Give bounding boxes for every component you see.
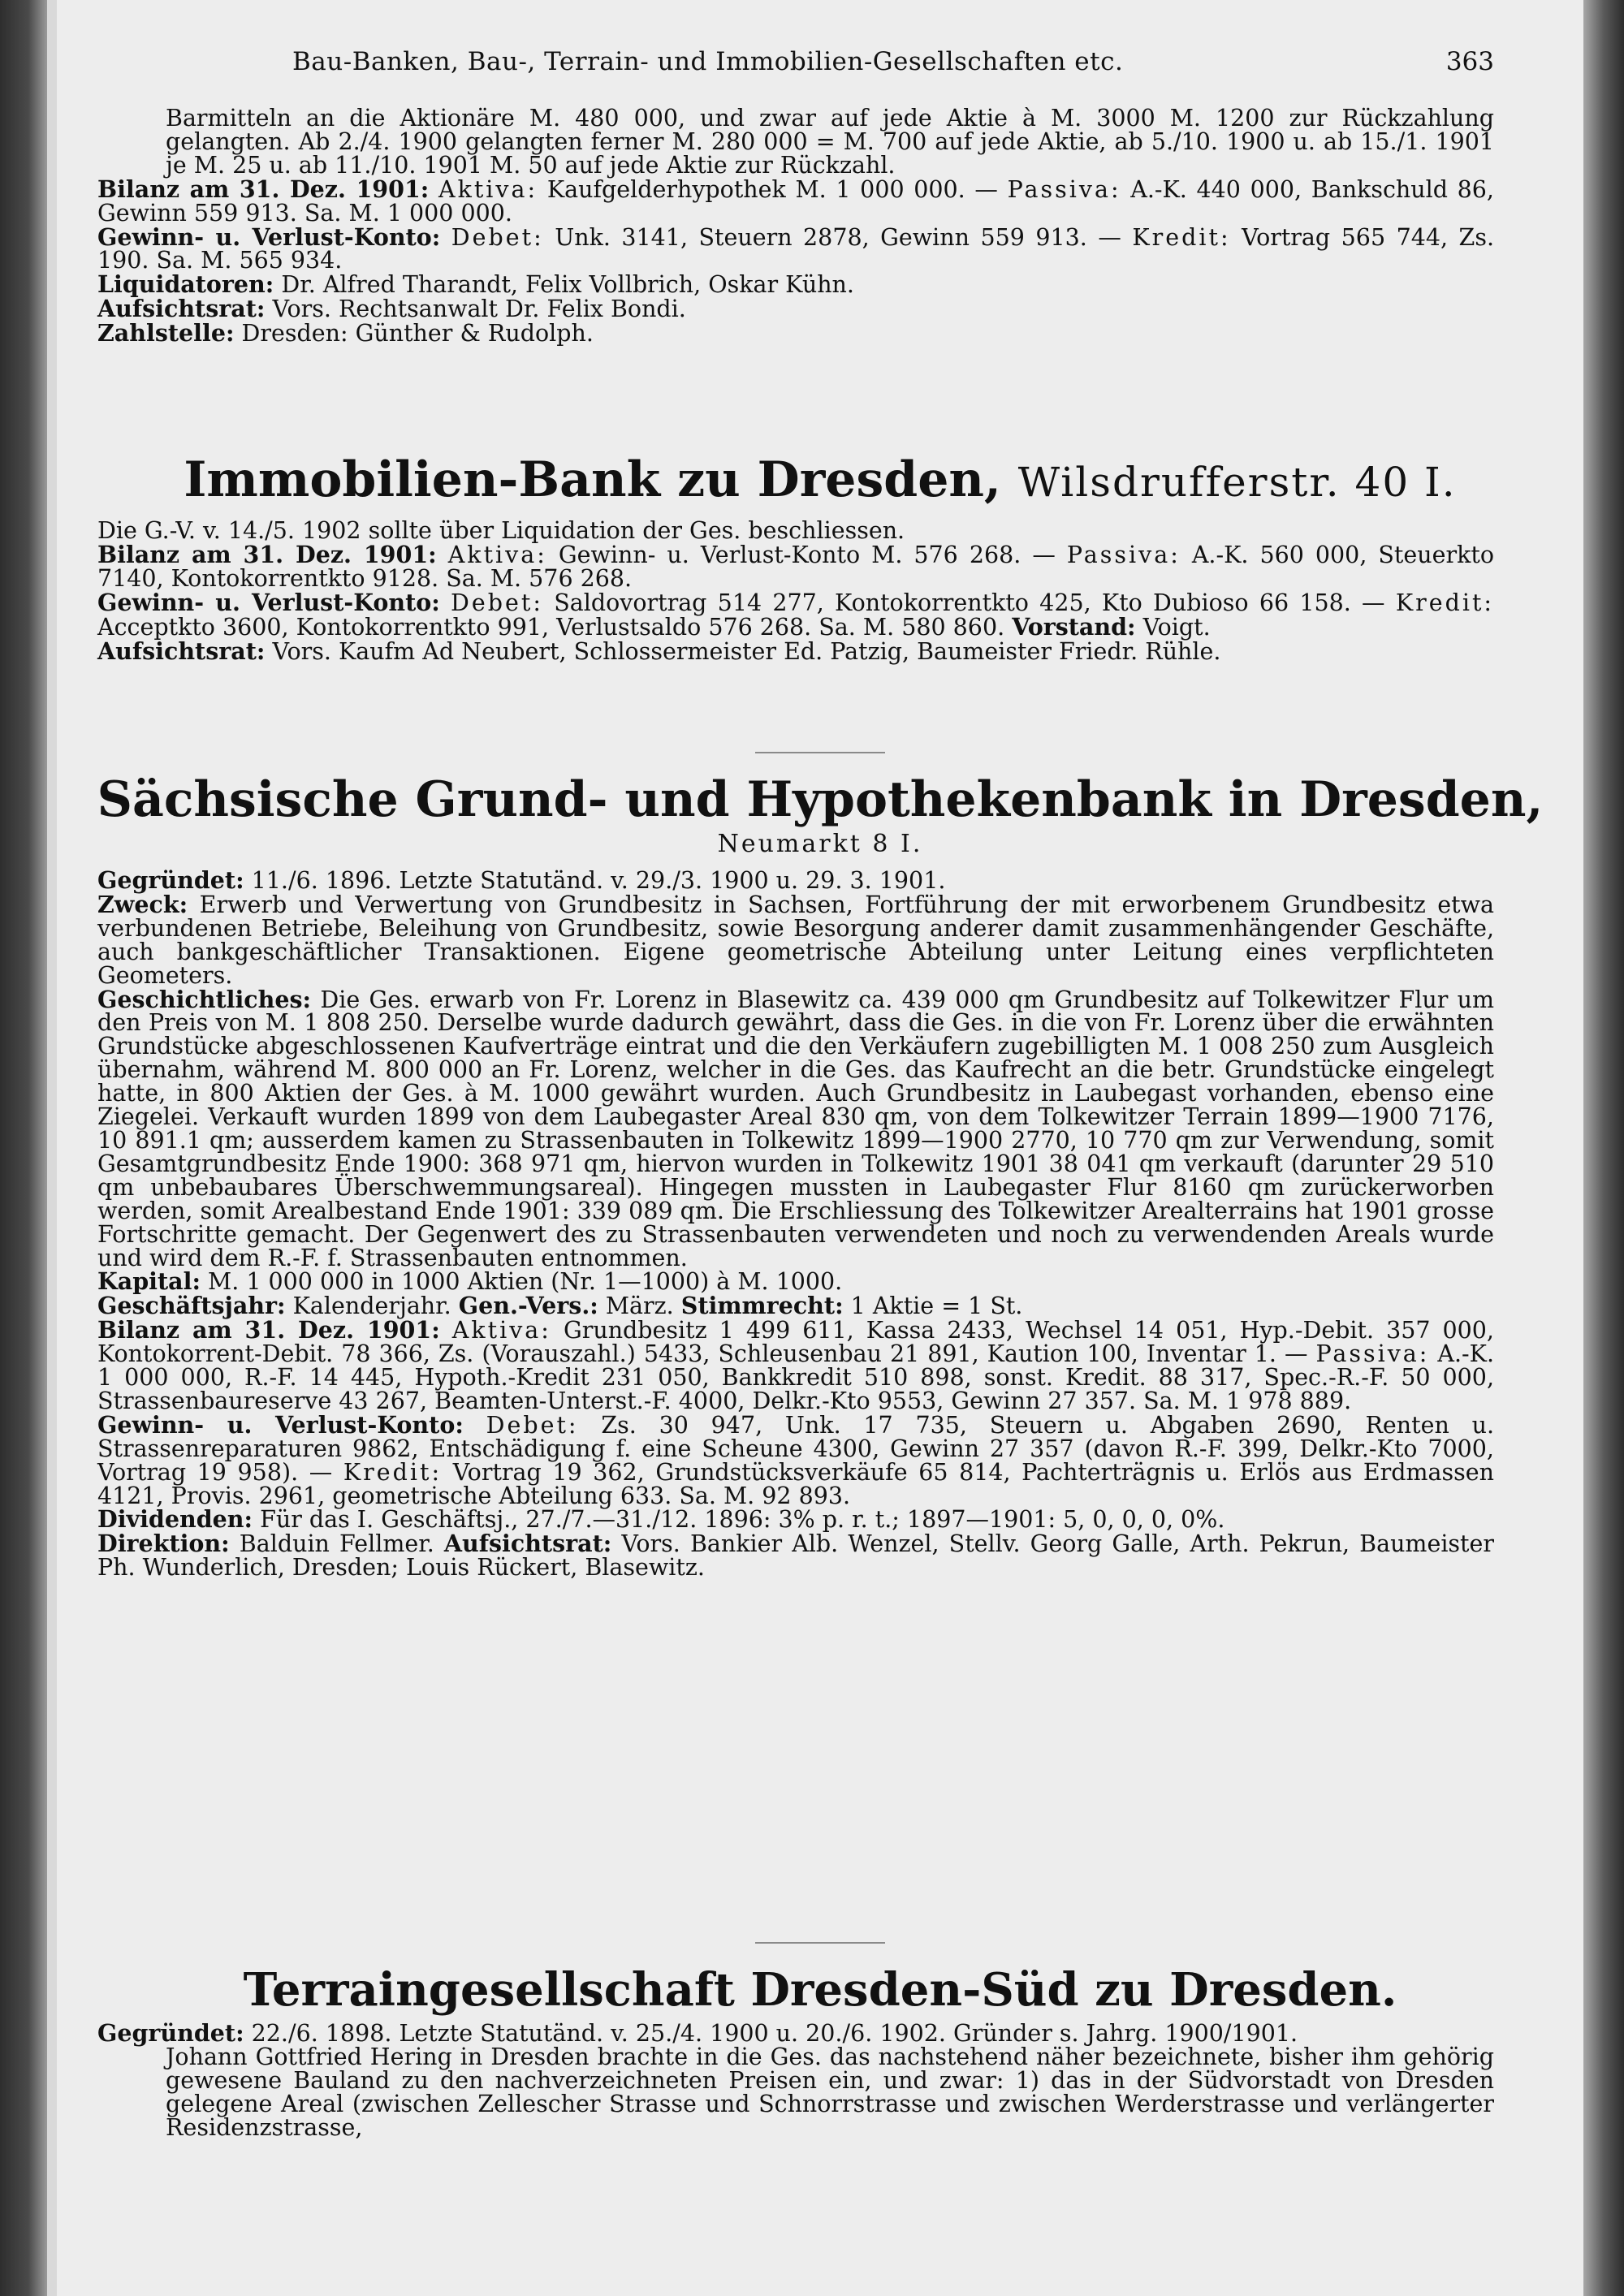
- bilanz-passiva-text: A.-K. 440 000, Bankschuld 86, Gewinn 559 913. Sa. M. 1 000 000.: [97, 175, 1494, 227]
- gv-label: Gewinn- u. Verlust-Konto:: [97, 1410, 464, 1439]
- running-title: Bau-Banken, Bau-, Terrain- und Immobilien-Gesellschaften etc.: [292, 47, 1124, 76]
- dividenden-label: Dividenden:: [97, 1505, 253, 1534]
- dividenden-text: Für das I. Geschäftsj., 27./7.—31./12. 1896: 3% p. r. t.; 1897—1901: 5, 0, 0, 0, 0%.: [260, 1506, 1225, 1534]
- kredit-label: Kredit:: [1395, 589, 1495, 616]
- bilanz-label: Bilanz am 31. Dez. 1901:: [97, 175, 430, 203]
- bilanz-label: Bilanz am 31. Dez. 1901:: [97, 540, 437, 568]
- bilanz-label: Bilanz am 31. Dez. 1901:: [97, 1316, 440, 1344]
- geschichtliches-text: Die Ges. erwarb von Fr. Lorenz in Blasewitz ca. 439 000 qm Grundbesitz auf Tolkewitzer Flur um den Preis von M. 1 808 250. Derselbe wurde dadurch gewährt, dass die Ges. in die von Fr. Lorenz über die erwähnten Grundstücke abgeschlossenen Kaufverträge eintrat und die den Verkäufern zugebilligten M. 1 008 250 zum Ausgleich übernahm, während M. 800 000 an Fr. Lorenz, welcher in die Ges. das Kaufrecht an die betr. Grundstücke eingelegt hatte, in 800 Aktien der Ges. à M. 1000 gewährt wurden. Auch Grundbesitz in Laubegast vorhanden, ebenso eine Ziegelei. Verkauft wurden 1899 von dem Laubegaster Areal 830 qm, von dem Tolkewitzer Terrain 1899—1900 7176, 10 891.1 qm; ausserdem kamen zu Strassenbauten in Tolkewitz 1899—1900 2770, 10 770 qm zur Verwendung, somit Gesamtgrundbesitz Ende 1900: 368 971 qm, hiervon wurden in Tolkewitz 1901 38 041 qm verkauft (darunter 29 510 qm unbebaubares Überschwemmungsareal). Hingegen mussten in Laubegaster Flur 8160 qm zurückerworben werden, somit Arealbestand Ende 1901: 339 089 qm. Die Erschliessung des Tolkewitzer Arealterrains hat 1901 grosse Fortschritte gemacht. Der Gegenwert des zu Strassenbauten verwendeten und noch zu verwendenden Areals wurde und wird dem R.-F. f. Strassenbauten entnommen.: [97, 986, 1495, 1271]
- book-page: [57, 0, 1583, 2296]
- zahlstelle-text: Dresden: Günther & Rudolph.: [241, 320, 594, 347]
- company-entry-hypothekenbank: [97, 866, 1495, 1582]
- passiva-label: Passiva:: [1066, 541, 1181, 568]
- debet-label: Debet:: [486, 1411, 579, 1439]
- gegruendet-label: Gegründet:: [97, 866, 244, 894]
- aktiva-label: Aktiva:: [438, 175, 538, 203]
- passiva-label: Passiva:: [1315, 1340, 1430, 1368]
- gegruendet-label: Gegründet:: [97, 2019, 244, 2047]
- stimmrecht-label: Stimmrecht:: [680, 1292, 844, 1320]
- previous-entry-continuation: [97, 107, 1494, 346]
- aktiva-label: Aktiva:: [447, 541, 547, 568]
- zahlstelle-label: Zahlstelle:: [97, 319, 235, 347]
- liquidatoren-entry: [97, 270, 1494, 299]
- page-number: 363: [1445, 47, 1494, 76]
- section-divider: [755, 1942, 885, 1944]
- aufsichtsrat-text: Vors. Rechtsanwalt Dr. Felix Bondi.: [272, 296, 686, 323]
- geschaeftsjahr-label: Geschäftsjahr:: [97, 1292, 286, 1320]
- paragraph: Barmitteln an die Aktionäre M. 480 000, und zwar auf jede Aktie à M. 3000 M. 1200 zur Rückzahlung gelangten. Ab 2./4. 1900 gelangten ferner M. 280 000 = M. 700 auf jede Aktie, ab 5./10. 1900 u. ab 15./1. 1901 je M. 25 u. ab 11./10. 1901 M. 50 auf jede Aktie zur Rückzahl.: [166, 105, 1494, 179]
- company-entry-terraingesellschaft: [97, 2019, 1494, 2141]
- company-heading: Terraingesellschaft Dresden-Süd zu Dresden.: [243, 1963, 1397, 2017]
- gv-label: Gewinn- u. Verlust-Konto:: [97, 222, 441, 251]
- kapital-entry: [97, 1267, 1494, 1296]
- company-address: Wilsdrufferstr. 40 I.: [1017, 459, 1457, 506]
- bilanz-aktiva-text: Grundbesitz 1 499 611, Kassa 2433, Wechsel 14 051, Hyp.-Debit. 357 000, Kontokorrent-Debit. 78 366, Zs. (Vorauszahl.) 5433, Schleusenbau 21 891, Kaution 100, Inventar 1. —: [97, 1317, 1494, 1368]
- bilanz-aktiva-text: Gewinn- u. Verlust-Konto M. 576 268. —: [558, 541, 1056, 568]
- geschaeftsjahr-entry: [97, 1294, 1494, 1318]
- aufsichtsrat-text: Vors. Bankier Alb. Wenzel, Stellv. Georg Galle, Arth. Pekrun, Baumeister Ph. Wunderlich, Dresden; Louis Rückert, Blasewitz.: [97, 1530, 1494, 1582]
- section-divider: [755, 752, 885, 753]
- direktion-entry: [97, 1532, 1494, 1580]
- gegruendet-entry: [97, 2019, 1494, 2047]
- gv-label: Gewinn- u. Verlust-Konto:: [97, 588, 440, 616]
- kapital-label: Kapital:: [97, 1267, 201, 1296]
- geschichtliches-label: Geschichtliches:: [97, 985, 312, 1013]
- gv-debet-text: Saldovortrag 514 277, Kontokorrentkto 425, Kto Dubioso 66 158. —: [554, 589, 1385, 616]
- debet-label: Debet:: [451, 223, 544, 251]
- aufsichtsrat-text: Vors. Kaufm Ad Neubert, Schlossermeister Ed. Patzig, Baumeister Friedr. Rühle.: [272, 637, 1221, 665]
- aufsichtsrat-label: Aufsichtsrat:: [443, 1530, 612, 1558]
- gegruendet-text: 22./6. 1898. Letzte Statutänd. v. 25./4. 1900 u. 20./6. 1902. Gründer s. Jahrg. 1900/1901.: [251, 2020, 1298, 2047]
- gv-debet-text: Zs. 30 947, Unk. 17 735, Steuern u. Abgaben 2690, Renten u. Strassenreparaturen 9862, Entschädigung f. eine Scheune 4300, Gewinn 27 357 (davon R.-F. 399, Delkr.-Kto 7000, Vortrag 19 958). —: [97, 1411, 1495, 1486]
- zweck-entry: [97, 890, 1495, 989]
- gv-note: Die G.-V. v. 14./5. 1902 sollte über Liquidation der Ges. beschliessen.: [97, 517, 905, 544]
- running-header: [57, 47, 1583, 83]
- company-heading: Sächsische Grund- und Hypothekenbank in Dresden,: [97, 771, 1544, 828]
- vorstand-text: Voigt.: [1142, 613, 1211, 641]
- zweck-label: Zweck:: [97, 890, 188, 918]
- bilanz-aktiva-text: Kaufgelderhypothek M. 1 000 000. —: [546, 175, 998, 203]
- gv-kredit-text: Vortrag 19 362, Grundstücksverkäufe 65 814, Pachterträgnis u. Erlös aus Erdmassen 4121, Provis. 2961, geometrische Abteilung 633. Sa. M. 92 893.: [97, 1458, 1495, 1509]
- aktiva-label: Aktiva:: [451, 1317, 551, 1344]
- gegruendet-text: 11./6. 1896. Letzte Statutänd. v. 29./3. 1900 u. 29. 3. 1901.: [251, 867, 946, 894]
- gewinn-verlust-entry: [97, 222, 1495, 274]
- geschaeftsjahr-text: Kalenderjahr.: [292, 1293, 451, 1320]
- genvers-label: Gen.-Vers.:: [458, 1292, 598, 1320]
- paragraph: Johann Gottfried Hering in Dresden brachte in die Ges. das nachstehend näher bezeichnete, bisher ihm gehörig gewesene Bauland zu den nachverzeichneten Preisen ein, und zwar: 1) das in der Südvorstadt von Dresden gelegene Areal (zwischen Zellescher Strasse und Schnorrstrasse und zwischen Werderstrasse und verlängerter Residenzstrasse,: [166, 2043, 1494, 2141]
- bilanz-entry: [97, 540, 1494, 592]
- right-page-edge: [1583, 0, 1624, 2296]
- aufsichtsrat-label: Aufsichtsrat:: [97, 637, 266, 665]
- liquidatoren-text: Dr. Alfred Tharandt, Felix Vollbrich, Oskar Kühn.: [281, 271, 854, 299]
- gewinn-verlust-entry: [97, 1410, 1495, 1509]
- zweck-text: Erwerb und Verwertung von Grundbesitz in Sachsen, Fortführung der mit erworbenem Grundbesitz etwa verbundenen Betriebe, Beleihung von Grundbesitz, sowie Besorgung anderer damit zusammenhängender Geschäfte, auch bankgeschäftlicher Transaktionen. Eigene geometrische Abteilung unter Leitung eines verpflichteten Geometers.: [97, 891, 1495, 989]
- stimmrecht-text: 1 Aktie = 1 St.: [850, 1293, 1023, 1320]
- dividenden-entry: [97, 1505, 1494, 1534]
- gv-debet-text: Unk. 3141, Steuern 2878, Gewinn 559 913. —: [555, 223, 1121, 251]
- kapital-text: M. 1 000 000 in 1000 Aktien (Nr. 1—1000) à M. 1000.: [208, 1268, 843, 1296]
- passiva-label: Passiva:: [1007, 175, 1121, 203]
- company-entry-immobilien-bank: [97, 517, 1495, 665]
- gewinn-verlust-entry: [97, 588, 1495, 641]
- company-name: Immobilien-Bank zu Dresden,: [184, 451, 1001, 508]
- left-binding-edge: [0, 0, 47, 2296]
- company-address: Neumarkt 8 I.: [717, 830, 923, 858]
- vorstand-label: Vorstand:: [1012, 612, 1136, 641]
- direktion-text: Balduin Fellmer.: [239, 1530, 434, 1558]
- liquidatoren-label: Liquidatoren:: [97, 270, 274, 299]
- aufsichtsrat-entry: [97, 297, 1494, 322]
- bilanz-passiva-text: A.-K. 1 000 000, R.-F. 14 445, Hypoth.-Kredit 231 050, Bankkredit 510 898, sonst. Kredit. 88 317, Spec.-R.-F. 50 000, Strassenbaureserve 43 267, Beamten-Unterst.-F. 4000, Delkr.-Kto 9553, Gewinn 27 357. Sa. M. 1 978 889.: [97, 1340, 1494, 1414]
- zahlstelle-entry: [97, 319, 1494, 347]
- aufsichtsrat-label: Aufsichtsrat:: [97, 295, 266, 323]
- kredit-label: Kredit:: [343, 1458, 443, 1486]
- bilanz-passiva-text: A.-K. 560 000, Steuerkto 7140, Kontokorrentkto 9128. Sa. M. 576 268.: [97, 541, 1494, 592]
- gv-kredit-text: Acceptkto 3600, Kontokorrentkto 991, Verlustsaldo 576 268. Sa. M. 580 860.: [97, 613, 1005, 641]
- bilanz-entry: [97, 175, 1494, 227]
- direktion-label: Direktion:: [97, 1530, 230, 1558]
- gv-kredit-text: Vortrag 565 744, Zs. 190. Sa. M. 565 934.: [97, 223, 1495, 274]
- gegruendet-entry: [97, 866, 1494, 894]
- debet-label: Debet:: [451, 589, 543, 616]
- aufsichtsrat-entry: [97, 637, 1494, 665]
- genvers-text: März.: [605, 1293, 674, 1320]
- bilanz-entry: [97, 1318, 1494, 1413]
- geschichtliches-entry: [97, 985, 1495, 1271]
- kredit-label: Kredit:: [1132, 223, 1231, 251]
- company-heading: [57, 451, 1583, 508]
